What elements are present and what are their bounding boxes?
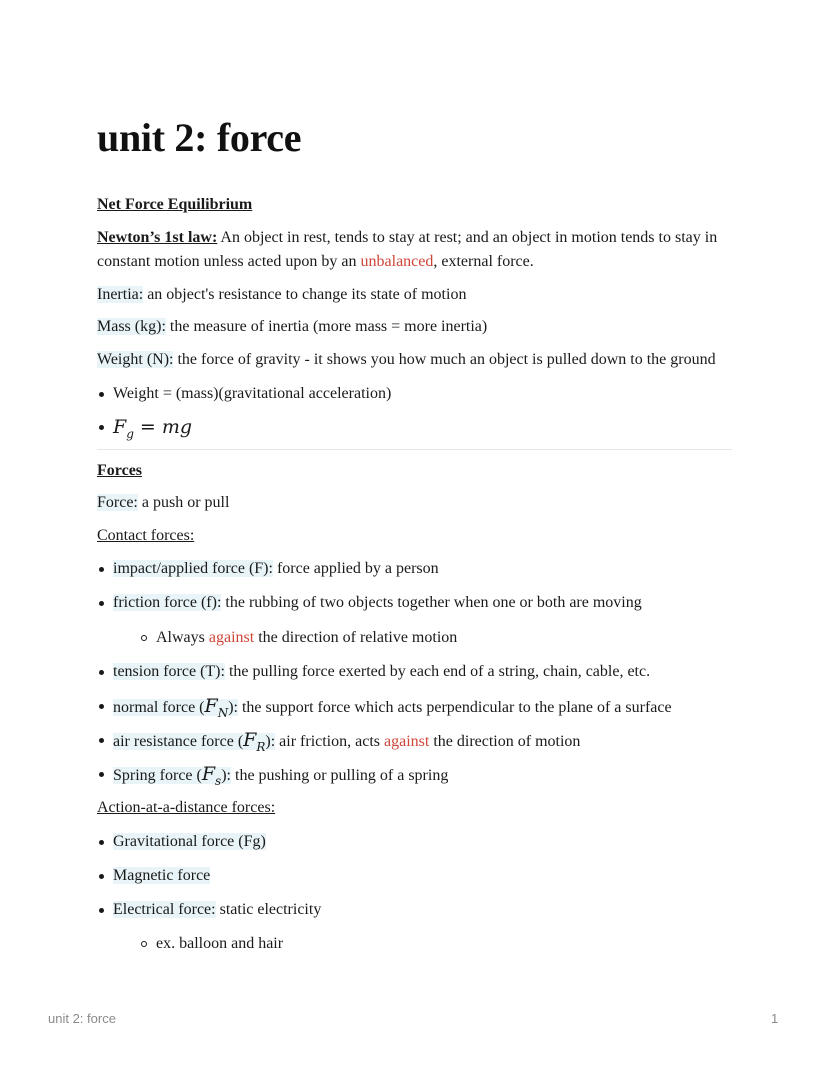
page-title: unit 2: force — [97, 115, 302, 160]
footer-title: unit 2: force — [48, 1011, 116, 1026]
air-resistance-symbol: $F_R$ — [243, 729, 266, 754]
list-item-friction-force: friction force (f): the rubbing of two objects together when one or both are moving — [113, 591, 642, 615]
contact-forces-heading: Contact forces: — [97, 527, 195, 544]
force-definition: Force: a push or pull — [97, 494, 230, 511]
section-heading-forces: Forces — [97, 462, 143, 479]
list-item-normal-force: normal force $(F_N)$: the support force which acts perpendicular to the plane of a surface — [113, 694, 672, 725]
normal-force-symbol: $F_N$ — [204, 695, 229, 720]
page-number: 1 — [771, 1011, 779, 1026]
list-item-magnetic-force: Magnetic force — [113, 864, 210, 888]
list-item-weight-formula: Weight = (mass)(gravitational acceleration) — [113, 382, 391, 406]
distance-forces-heading: Action-at-a-distance forces: — [97, 799, 276, 816]
newton-first-law-paragraph: Newton’s 1st law: An object in rest, tends to stay at rest; and an object in motion tends to stay in constant motion unless acted upon by an unbalanced, external force. — [97, 229, 718, 270]
newton-term: Newton’s 1st law: — [97, 229, 218, 246]
section-divider — [97, 449, 732, 450]
list-item-tension-force: tension force (T): the pulling force exerted by each end of a string, chain, cable, etc. — [113, 660, 650, 684]
list-item-electrical-example: ex. balloon and hair — [156, 932, 283, 956]
weight-definition: Weight (N): the force of gravity - it shows you how much an object is pulled down to the ground — [97, 351, 716, 368]
list-item-spring-force: Spring force $(F_s)$: the pushing or pulling of a spring — [113, 762, 448, 793]
list-item-friction-note: Always against the direction of relative motion — [156, 626, 457, 650]
list-item-weight-equation — [113, 415, 192, 446]
equation: $F_g$ = mg — [113, 416, 193, 441]
spring-force-symbol: $F_s$ — [201, 763, 222, 788]
list-item-electrical-force: Electrical force: static electricity — [113, 898, 321, 922]
list-item-gravitational-force: Gravitational force (Fg) — [113, 830, 266, 854]
inertia-definition: Inertia: an object's resistance to change its state of motion — [97, 286, 467, 303]
list-item-impact-force: impact/applied force (F): force applied by a person — [113, 557, 439, 581]
section-heading-net-force: Net Force Equilibrium — [97, 196, 253, 213]
unbalanced-highlight: unbalanced — [360, 253, 434, 270]
list-item-air-resistance: air resistance force $(F_R)$: air friction, acts against the direction of motion — [113, 728, 580, 759]
mass-definition: Mass (kg): the measure of inertia (more mass = more inertia) — [97, 318, 488, 335]
